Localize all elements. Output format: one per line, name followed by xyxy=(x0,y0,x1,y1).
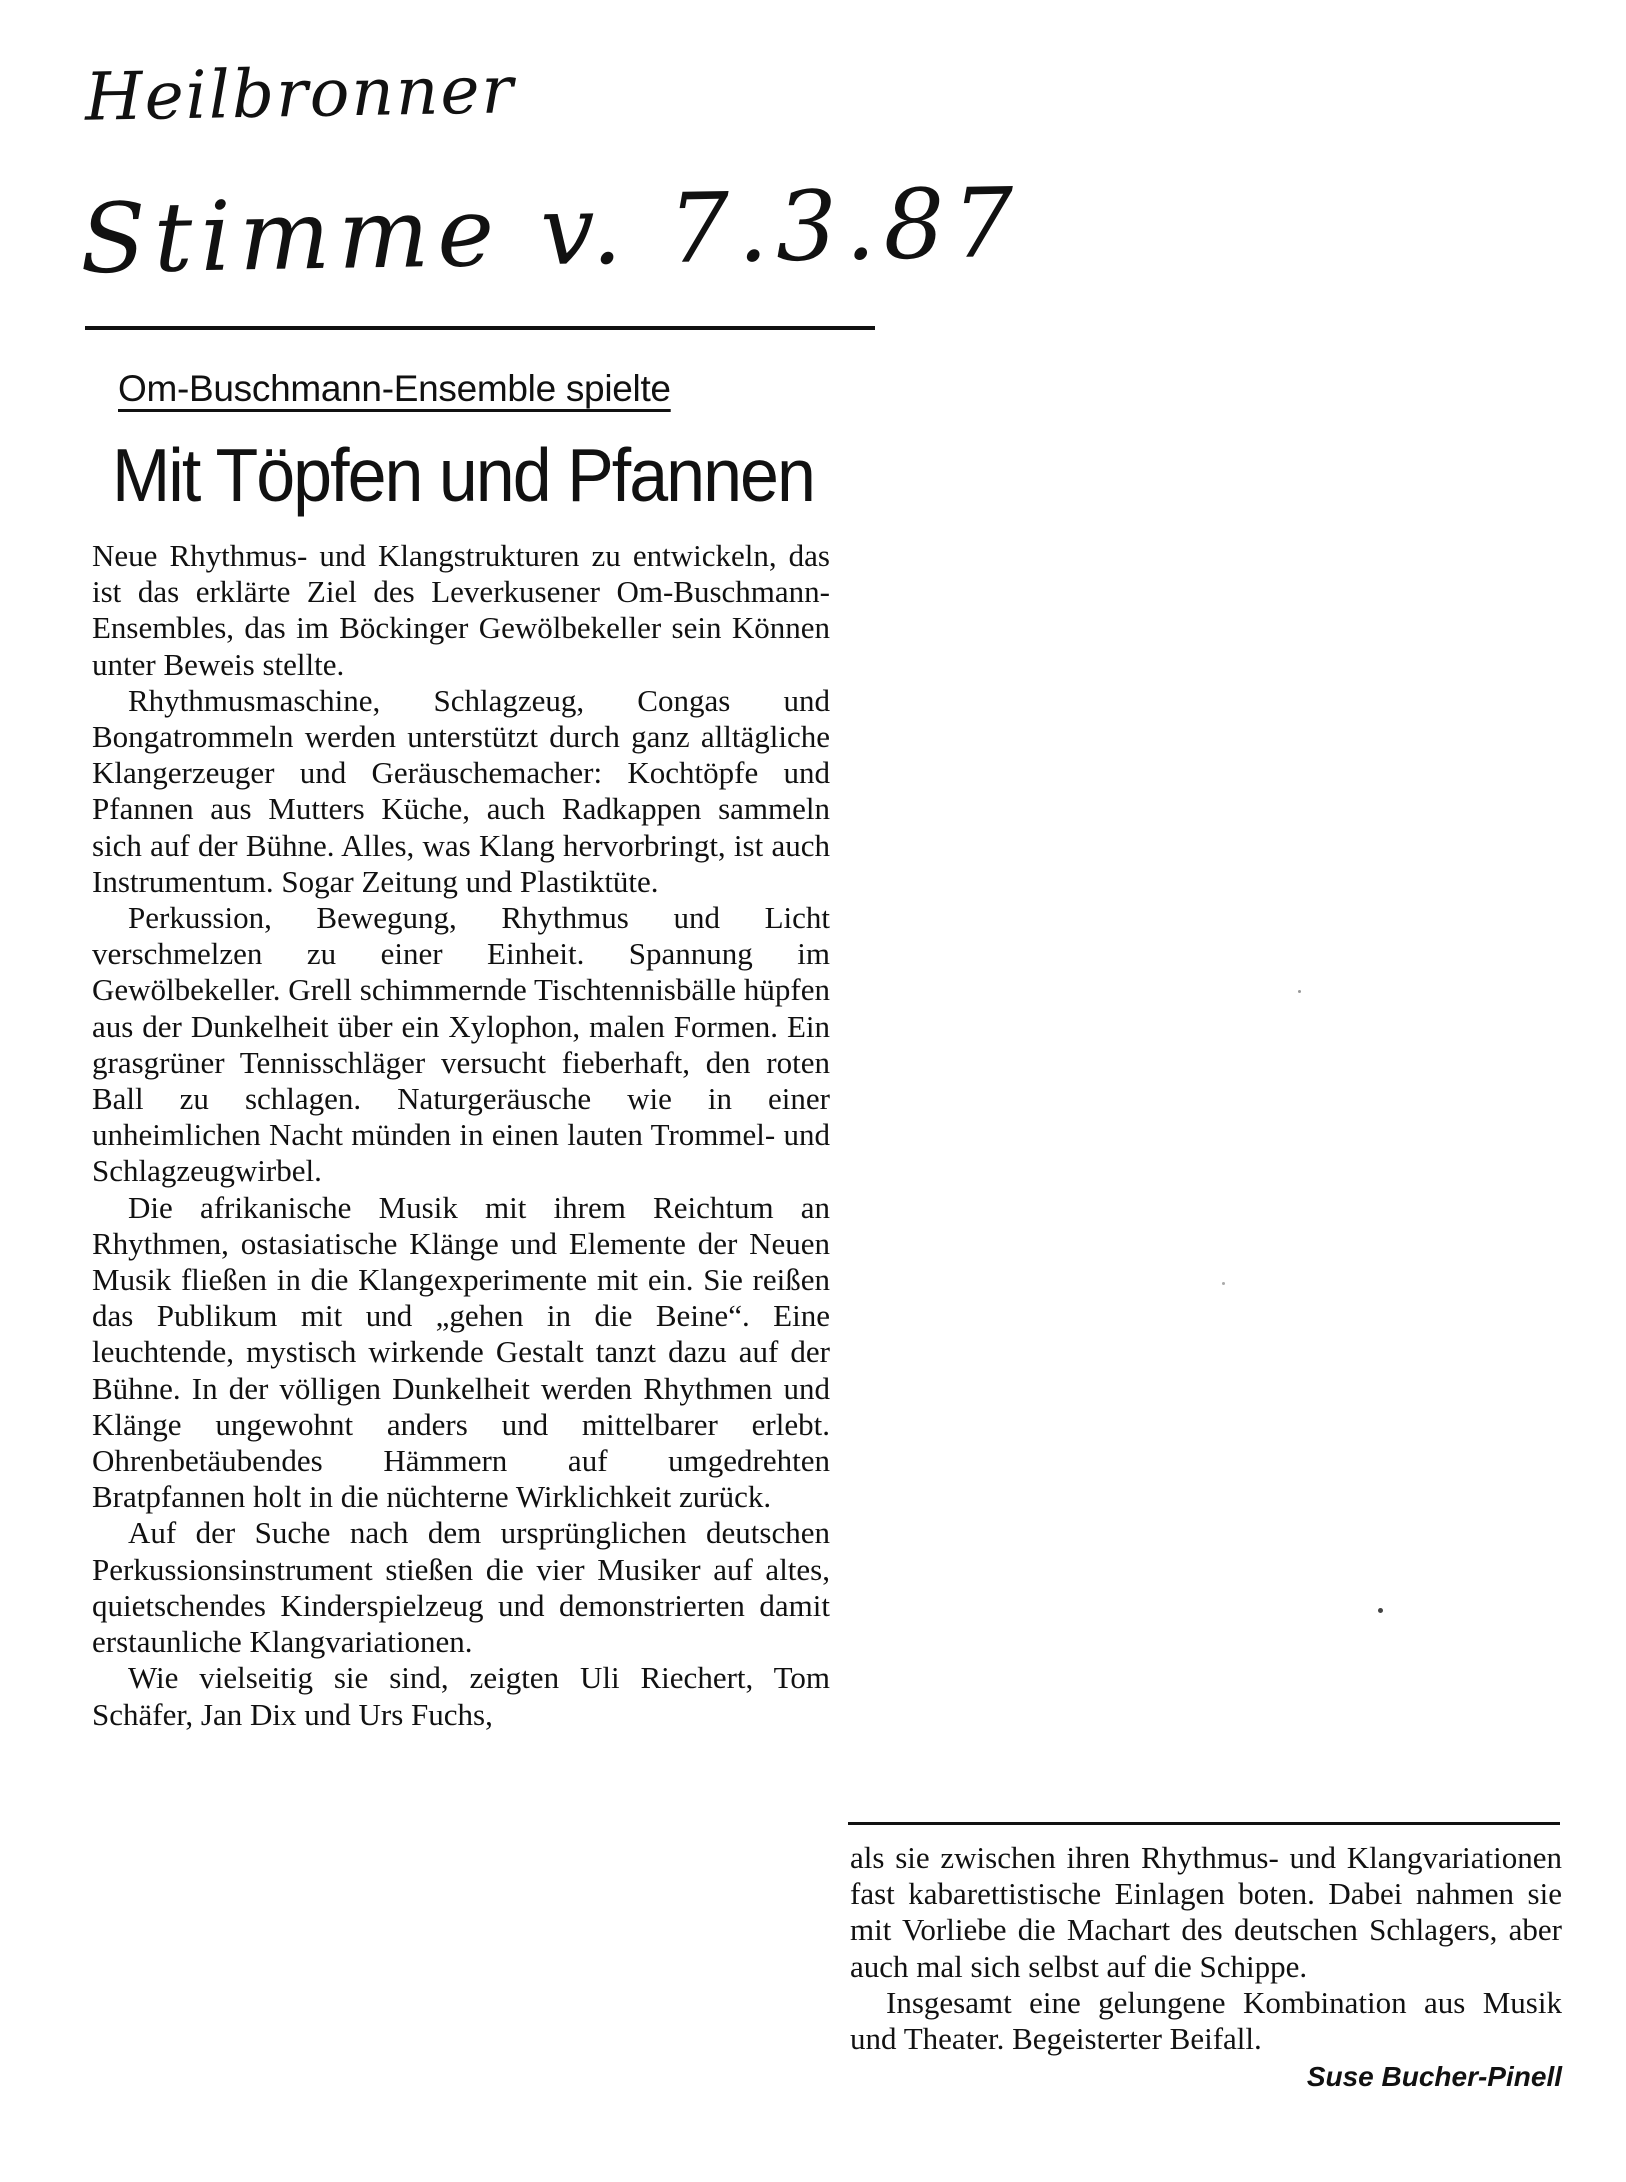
column-top-rule xyxy=(848,1822,1560,1825)
article-body-right-column xyxy=(850,1840,1562,2095)
body-paragraph: Neue Rhythmus- und Klangstrukturen zu entwickeln, das ist das erklärte Ziel des Leverkusener Om-Buschmann-Ensembles, das im Böckinger Gewölbekeller sein Können unter Beweis stellte. xyxy=(92,538,830,682)
article-kicker: Om-Buschmann-Ensemble spielte xyxy=(118,368,671,409)
body-paragraph: Insgesamt eine gelungene Kombination aus Musik und Theater. Begeisterter Beifall. xyxy=(850,1984,1562,2057)
handwritten-source-name: Heilbronner xyxy=(84,51,516,136)
body-paragraph: Perkussion, Bewegung, Rhythmus und Licht verschmelzen zu einer Einheit. Spannung im Gewölbekeller. Grell schimmernde Tischtennisbälle hüpfen aus der Dunkelheit über ein Xylophon, malen Formen. Ein grasgrüner Tennisschläger versucht fieberhaft, den roten Ball zu schlagen. Naturgeräusche wie in einer unheimlichen Nacht münden in einen lauten Trommel- und Schlagzeugwirbel. xyxy=(92,900,830,1189)
scan-speck xyxy=(1378,1608,1383,1613)
article-body-left-column xyxy=(92,538,830,1733)
body-paragraph: Wie vielseitig sie sind, zeigten Uli Riechert, Tom Schäfer, Jan Dix und Urs Fuchs, xyxy=(92,1660,830,1732)
article-headline: Mit Töpfen und Pfannen xyxy=(112,433,814,518)
author-byline: Suse Bucher-Pinell xyxy=(1306,2061,1562,2093)
body-paragraph: Rhythmusmaschine, Schlagzeug, Congas und Bongatrommeln werden unterstützt durch ganz alltägliche Klangerzeuger und Geräuschemacher: Kochtöpfe und Pfannen aus Mutters Küche, auch Radkappen sammeln sich auf der Bühne. Alles, was Klang hervorbringt, ist auch Instrumentum. Sogar Zeitung und Plastiktüte. xyxy=(92,682,830,899)
body-paragraph: Auf der Suche nach dem ursprünglichen deutschen Perkussionsinstrument stießen die vier Musiker auf altes, quietschendes Kinderspielzeug und demonstrierten damit erstaunliche Klangvariationen. xyxy=(92,1515,830,1660)
top-rule xyxy=(85,326,875,330)
body-paragraph: Die afrikanische Musik mit ihrem Reichtum an Rhythmen, ostasiatische Klänge und Elemente der Neuen Musik fließen in die Klangexperimente mit ein. Sie reißen das Publikum mit und „gehen in die Beine“. Eine leuchtende, mystisch wirkende Gestalt tanzt dazu auf der Bühne. In der völligen Dunkelheit werden Rhythmen und Klänge ungewohnt anders und mittelbarer erlebt. Ohrenbetäubendes Hämmern auf umgedrehten Bratpfannen holt in die nüchterne Wirklichkeit zurück. xyxy=(92,1189,830,1515)
scan-speck xyxy=(1298,990,1301,993)
body-paragraph: als sie zwischen ihren Rhythmus- und Klangvariationen fast kabarettistische Einlagen boten. Dabei nahmen sie mit Vorliebe die Machart des deutschen Schlagers, aber auch mal sich selbst auf die Schippe. xyxy=(850,1840,1562,1984)
handwritten-source-date: Stimme v. 7.3.87 xyxy=(79,166,1023,296)
scan-speck xyxy=(1222,1282,1225,1285)
